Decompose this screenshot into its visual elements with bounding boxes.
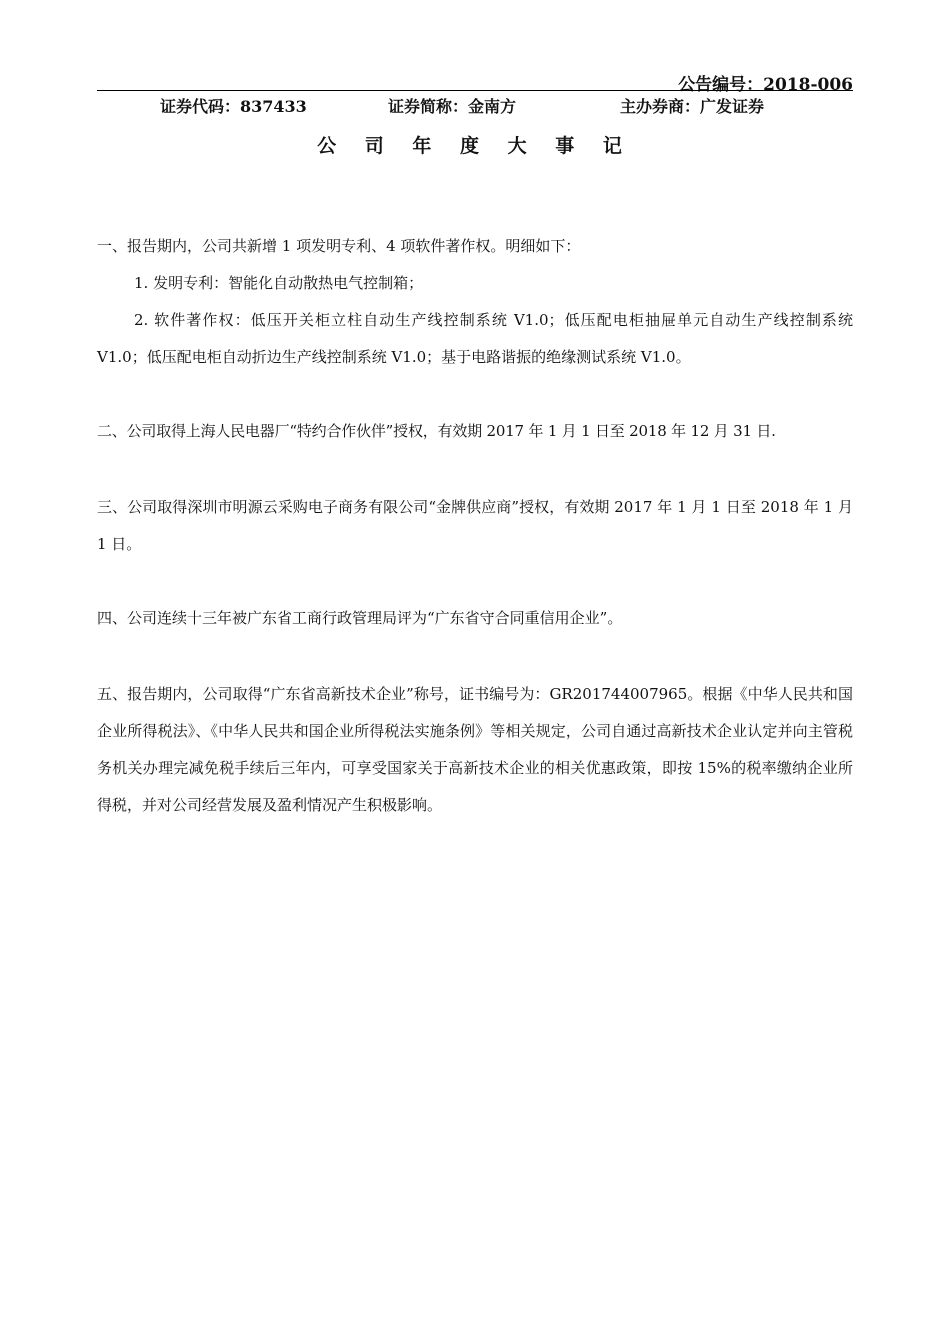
announcement-number: 公告编号：2018-006 bbox=[678, 75, 853, 95]
security-info-row bbox=[0, 94, 950, 118]
section-1-intro: 一、报告期内，公司共新增 1 项发明专利、4 项软件著作权。明细如下： bbox=[97, 237, 581, 255]
section-5: 五、报告期内，公司取得“广东省高新技术企业”称号，证书编号为：GR201744007965。根据《中华人民共和国企业所得税法》、《中华人民共和国企业所得税法实施条例》等相关规定，公司自通过高新技术企业认定并向主管税务机关办理完减免税手续后三年内，可享受国家关于高新技术企业的相关优惠政策，即按 15%的税率缴纳企业所得税，并对公司经营发展及盈利情况产生积极影响。 bbox=[97, 685, 853, 814]
section-3: 三、公司取得深圳市明源云采购电子商务有限公司“金牌供应商”授权，有效期 2017 年 1 月 1 日至 2018 年 1 月 1 日。 bbox=[97, 498, 853, 553]
section-1-item-2: 2. 软件著作权：低压开关柜立柱自动生产线控制系统 V1.0；低压配电柜抽屉单元自动生产线控制系统 V1.0；低压配电柜自动折边生产线控制系统 V1.0；基于电路谐振的绝缘测试系统 V1.0。 bbox=[97, 311, 853, 366]
section-1-item-1: 1. 发明专利：智能化自动散热电气控制箱； bbox=[134, 274, 424, 292]
security-abbreviation: 证券简称：金南方 bbox=[388, 97, 517, 116]
page-title: 公 司 年 度 大 事 记 bbox=[317, 135, 633, 157]
header-divider bbox=[97, 90, 853, 91]
security-code: 证券代码：837433 bbox=[160, 97, 307, 116]
section-2: 二、公司取得上海人民电器厂“特约合作伙伴”授权，有效期 2017 年 1 月 1 日至 2018 年 12 月 31 日. bbox=[97, 422, 776, 440]
section-4: 四、公司连续十三年被广东省工商行政管理局评为“广东省守合同重信用企业”。 bbox=[97, 609, 623, 627]
sponsor-broker: 主办券商：广发证券 bbox=[620, 97, 765, 116]
